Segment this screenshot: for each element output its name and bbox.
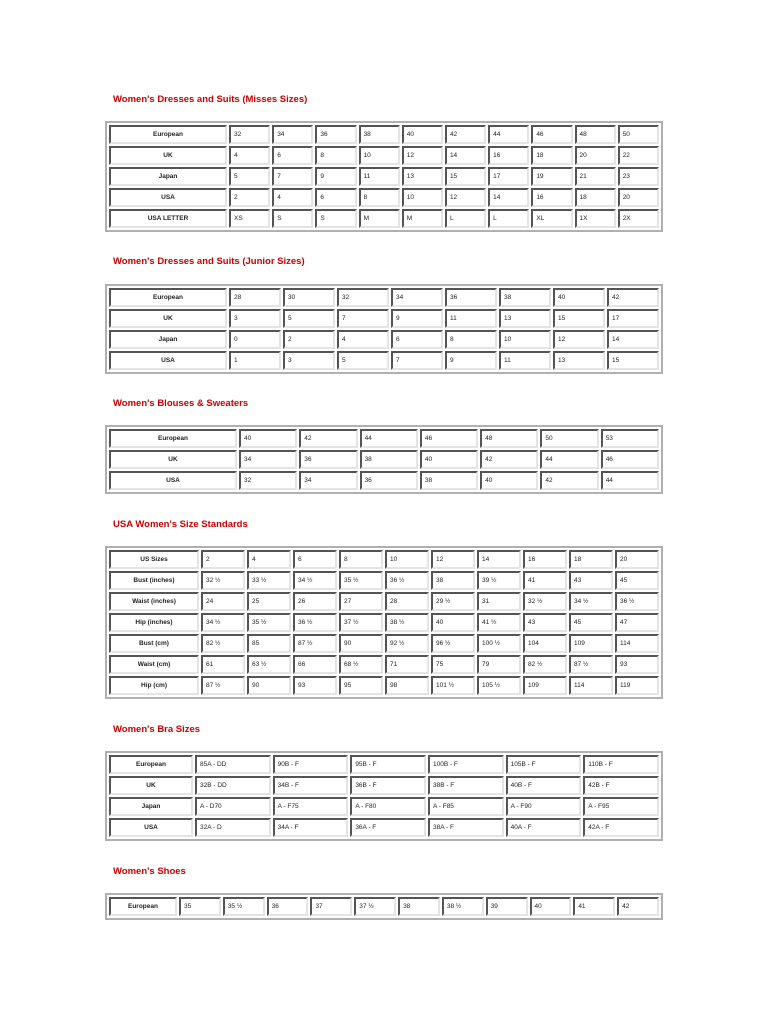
table-cell: 2 — [229, 188, 270, 207]
table-cell: 40 — [402, 125, 443, 144]
table-cell: 38B - F — [428, 776, 504, 795]
row-header-cell: UK — [109, 776, 193, 795]
table-row — [109, 776, 659, 795]
table-cell: 36 ½ — [615, 592, 659, 611]
table-cell: 34 ½ — [201, 613, 245, 632]
table-cell: 2 — [283, 330, 335, 349]
table-cell: 96 ½ — [431, 634, 475, 653]
table-cell: 12 — [431, 550, 475, 569]
section-title-standards: USA Women's Size Standards — [113, 519, 248, 530]
table-row — [109, 288, 659, 307]
table-row — [109, 351, 659, 370]
table-cell: 14 — [445, 146, 486, 165]
table-cell: 11 — [499, 351, 551, 370]
table-cell: 50 — [540, 429, 598, 448]
table-row — [109, 146, 659, 165]
section-title-blouses: Women's Blouses & Sweaters — [113, 398, 249, 409]
table-cell: 18 — [575, 188, 616, 207]
table-cell: 13 — [402, 167, 443, 186]
table-cell: 15 — [553, 309, 605, 328]
table-cell: 19 — [531, 167, 572, 186]
size-table-shoes — [105, 893, 663, 920]
table-cell: 5 — [229, 167, 270, 186]
row-header-cell: European — [109, 125, 227, 144]
table-cell: 14 — [607, 330, 659, 349]
table-cell: 36A - F — [350, 818, 426, 837]
table-cell: 44 — [601, 471, 659, 490]
table-cell: 8 — [315, 146, 356, 165]
table-cell: 38 — [431, 571, 475, 590]
table-cell: 40 — [431, 613, 475, 632]
table-cell: 4 — [337, 330, 389, 349]
size-table-misses — [105, 121, 663, 232]
table-cell: 1X — [575, 209, 616, 228]
table-cell: 12 — [445, 188, 486, 207]
table-cell: 32 — [239, 471, 297, 490]
row-header-cell: Japan — [109, 330, 227, 349]
row-header-cell: European — [109, 429, 237, 448]
table-cell: 41 ½ — [477, 613, 521, 632]
table-cell: 114 — [569, 676, 613, 695]
table-cell: 40 — [239, 429, 297, 448]
table-cell: 15 — [445, 167, 486, 186]
table-cell: 0 — [229, 330, 281, 349]
table-cell: 109 — [523, 676, 567, 695]
table-cell: 6 — [272, 146, 313, 165]
table-cell: 4 — [272, 188, 313, 207]
table-cell: 104 — [523, 634, 567, 653]
table-cell: 101 ½ — [431, 676, 475, 695]
table-cell: 42 — [540, 471, 598, 490]
table-cell: 5 — [337, 351, 389, 370]
table-cell: 28 — [229, 288, 281, 307]
table-cell: 38A - F — [428, 818, 504, 837]
row-header-cell: USA LETTER — [109, 209, 227, 228]
table-cell: 34 ½ — [293, 571, 337, 590]
table-cell: 47 — [615, 613, 659, 632]
table-cell: 38 ½ — [385, 613, 429, 632]
table-cell: 37 ½ — [339, 613, 383, 632]
table-cell: 42 — [607, 288, 659, 307]
table-cell: 38 — [398, 897, 440, 916]
table-cell: 90 — [339, 634, 383, 653]
table-cell: 38 — [499, 288, 551, 307]
size-table-blouses — [105, 425, 663, 494]
table-cell: 40B - F — [506, 776, 582, 795]
table-cell: 28 — [385, 592, 429, 611]
table-cell: M — [402, 209, 443, 228]
table-cell: 61 — [201, 655, 245, 674]
table-row — [109, 634, 659, 653]
table-cell: XS — [229, 209, 270, 228]
row-header-cell: USA — [109, 471, 237, 490]
table-cell: 90B - F — [273, 755, 349, 774]
table-cell: 42 — [445, 125, 486, 144]
table-cell: 12 — [402, 146, 443, 165]
table-cell: S — [272, 209, 313, 228]
table-cell: 39 ½ — [477, 571, 521, 590]
table-cell: 34 — [272, 125, 313, 144]
table-cell: 6 — [293, 550, 337, 569]
table-cell: 32 — [229, 125, 270, 144]
table-cell: 85A - DD — [195, 755, 271, 774]
row-header-cell: Waist (cm) — [109, 655, 199, 674]
table-cell: 43 — [523, 613, 567, 632]
table-cell: A - F95 — [583, 797, 659, 816]
table-cell: 17 — [488, 167, 529, 186]
table-row — [109, 571, 659, 590]
table-cell: 33 ½ — [247, 571, 291, 590]
table-cell: L — [488, 209, 529, 228]
table-row — [109, 167, 659, 186]
table-cell: 3 — [229, 309, 281, 328]
table-cell: 43 — [569, 571, 613, 590]
table-cell: 1 — [229, 351, 281, 370]
table-cell: 34B - F — [273, 776, 349, 795]
table-cell: 11 — [359, 167, 400, 186]
table-cell: 25 — [247, 592, 291, 611]
table-cell: 98 — [385, 676, 429, 695]
table-cell: 11 — [445, 309, 497, 328]
table-cell: 35 ½ — [223, 897, 265, 916]
table-cell: 36 ½ — [385, 571, 429, 590]
table-cell: 38 — [360, 450, 418, 469]
section-title-junior: Women's Dresses and Suits (Junior Sizes) — [113, 256, 305, 267]
table-cell: 32 ½ — [523, 592, 567, 611]
table-cell: 87 ½ — [569, 655, 613, 674]
table-cell: 26 — [293, 592, 337, 611]
table-cell: 42 — [299, 429, 357, 448]
table-cell: 75 — [431, 655, 475, 674]
table-cell: 36 — [315, 125, 356, 144]
table-cell: 7 — [272, 167, 313, 186]
table-cell: 38 — [420, 471, 478, 490]
table-row — [109, 209, 659, 228]
row-header-cell: European — [109, 288, 227, 307]
row-header-cell: USA — [109, 818, 193, 837]
table-cell: 29 ½ — [431, 592, 475, 611]
table-cell: 20 — [575, 146, 616, 165]
table-cell: 82 ½ — [523, 655, 567, 674]
table-cell: 36 — [445, 288, 497, 307]
table-cell: 27 — [339, 592, 383, 611]
size-table-standards — [105, 546, 663, 699]
section-title-misses: Women's Dresses and Suits (Misses Sizes) — [113, 94, 308, 105]
table-cell: A - F80 — [350, 797, 426, 816]
table-cell: 36 — [299, 450, 357, 469]
table-cell: 68 ½ — [339, 655, 383, 674]
table-row — [109, 897, 659, 916]
table-cell: S — [315, 209, 356, 228]
table-cell: 34A - F — [273, 818, 349, 837]
table-cell: 34 — [391, 288, 443, 307]
table-cell: 5 — [283, 309, 335, 328]
table-cell: 40 — [553, 288, 605, 307]
table-cell: 105B - F — [506, 755, 582, 774]
table-cell: 21 — [575, 167, 616, 186]
size-table-junior — [105, 284, 663, 374]
table-cell: 48 — [575, 125, 616, 144]
table-cell: 46 — [420, 429, 478, 448]
table-cell: 10 — [499, 330, 551, 349]
table-cell: 16 — [531, 188, 572, 207]
table-cell: 109 — [569, 634, 613, 653]
table-cell: 36 — [360, 471, 418, 490]
table-cell: 38 — [359, 125, 400, 144]
table-cell: 16 — [488, 146, 529, 165]
table-cell: 34 — [239, 450, 297, 469]
section-title-shoes: Women's Shoes — [113, 866, 186, 877]
table-row — [109, 755, 659, 774]
row-header-cell: Bust (inches) — [109, 571, 199, 590]
table-cell: 16 — [523, 550, 567, 569]
table-cell: 50 — [618, 125, 659, 144]
table-cell: 22 — [618, 146, 659, 165]
table-cell: 40 — [420, 450, 478, 469]
table-cell: 31 — [477, 592, 521, 611]
table-cell: 7 — [337, 309, 389, 328]
table-cell: 90 — [247, 676, 291, 695]
table-cell: 46 — [531, 125, 572, 144]
row-header-cell: USA — [109, 188, 227, 207]
row-header-cell: USA — [109, 351, 227, 370]
table-cell: 2 — [201, 550, 245, 569]
table-cell: 18 — [569, 550, 613, 569]
table-cell: 9 — [445, 351, 497, 370]
table-row — [109, 592, 659, 611]
table-cell: 41 — [573, 897, 615, 916]
table-cell: 37 ½ — [354, 897, 396, 916]
table-cell: 17 — [607, 309, 659, 328]
table-cell: 32B - DD — [195, 776, 271, 795]
table-row — [109, 613, 659, 632]
table-cell: 38 ½ — [442, 897, 484, 916]
table-cell: 30 — [283, 288, 335, 307]
table-cell: 4 — [229, 146, 270, 165]
table-cell: 71 — [385, 655, 429, 674]
section-title-bra: Women's Bra Sizes — [113, 724, 201, 735]
table-cell: 34 — [299, 471, 357, 490]
table-row — [109, 797, 659, 816]
table-cell: 35 ½ — [247, 613, 291, 632]
table-cell: 14 — [488, 188, 529, 207]
table-cell: 7 — [391, 351, 443, 370]
table-cell: 48 — [480, 429, 538, 448]
row-header-cell: European — [109, 897, 177, 916]
table-cell: 9 — [315, 167, 356, 186]
table-row — [109, 450, 659, 469]
table-cell: 35 — [179, 897, 221, 916]
table-cell: 24 — [201, 592, 245, 611]
table-cell: 100 ½ — [477, 634, 521, 653]
table-cell: 110B - F — [583, 755, 659, 774]
table-cell: L — [445, 209, 486, 228]
table-cell: 79 — [477, 655, 521, 674]
table-cell: 82 ½ — [201, 634, 245, 653]
table-row — [109, 471, 659, 490]
table-cell: 45 — [615, 571, 659, 590]
table-cell: 23 — [618, 167, 659, 186]
row-header-cell: UK — [109, 309, 227, 328]
table-row — [109, 309, 659, 328]
table-cell: 8 — [359, 188, 400, 207]
row-header-cell: UK — [109, 450, 237, 469]
table-cell: 93 — [293, 676, 337, 695]
table-cell: 40 — [530, 897, 572, 916]
table-row — [109, 550, 659, 569]
table-cell: 13 — [553, 351, 605, 370]
table-cell: 37 — [310, 897, 352, 916]
table-cell: 92 ½ — [385, 634, 429, 653]
table-cell: 36 ½ — [293, 613, 337, 632]
table-cell: 42B - F — [583, 776, 659, 795]
size-table-bra — [105, 751, 663, 841]
row-header-cell: UK — [109, 146, 227, 165]
row-header-cell: Waist (inches) — [109, 592, 199, 611]
row-header-cell: Bust (cm) — [109, 634, 199, 653]
table-cell: 6 — [315, 188, 356, 207]
table-cell: 44 — [360, 429, 418, 448]
row-header-cell: Japan — [109, 167, 227, 186]
table-cell: 9 — [391, 309, 443, 328]
table-cell: 93 — [615, 655, 659, 674]
table-cell: 87 ½ — [201, 676, 245, 695]
table-cell: 87 ½ — [293, 634, 337, 653]
table-cell: 46 — [601, 450, 659, 469]
table-cell: 8 — [339, 550, 383, 569]
table-cell: 36 — [267, 897, 309, 916]
table-row — [109, 330, 659, 349]
row-header-cell: Hip (inches) — [109, 613, 199, 632]
table-cell: 32 — [337, 288, 389, 307]
table-cell: 100B - F — [428, 755, 504, 774]
table-cell: 4 — [247, 550, 291, 569]
table-row — [109, 676, 659, 695]
table-cell: 10 — [402, 188, 443, 207]
table-cell: 39 — [486, 897, 528, 916]
table-cell: 20 — [615, 550, 659, 569]
table-row — [109, 655, 659, 674]
table-cell: 63 ½ — [247, 655, 291, 674]
table-cell: 45 — [569, 613, 613, 632]
table-cell: A - F85 — [428, 797, 504, 816]
table-cell: 42 — [480, 450, 538, 469]
table-cell: M — [359, 209, 400, 228]
row-header-cell: US Sizes — [109, 550, 199, 569]
row-header-cell: Japan — [109, 797, 193, 816]
table-cell: 10 — [359, 146, 400, 165]
table-cell: 6 — [391, 330, 443, 349]
table-cell: 3 — [283, 351, 335, 370]
table-cell: 85 — [247, 634, 291, 653]
table-row — [109, 188, 659, 207]
table-cell: 13 — [499, 309, 551, 328]
table-cell: 15 — [607, 351, 659, 370]
table-cell: 20 — [618, 188, 659, 207]
table-row — [109, 125, 659, 144]
table-row — [109, 429, 659, 448]
table-cell: 42 — [617, 897, 659, 916]
table-row — [109, 818, 659, 837]
table-cell: 44 — [488, 125, 529, 144]
table-cell: 105 ½ — [477, 676, 521, 695]
table-cell: XL — [531, 209, 572, 228]
table-cell: 10 — [385, 550, 429, 569]
table-cell: 12 — [553, 330, 605, 349]
table-cell: 42A - F — [583, 818, 659, 837]
table-cell: 34 ½ — [569, 592, 613, 611]
row-header-cell: European — [109, 755, 193, 774]
table-cell: 44 — [540, 450, 598, 469]
table-cell: 40A - F — [506, 818, 582, 837]
table-cell: 114 — [615, 634, 659, 653]
table-cell: 18 — [531, 146, 572, 165]
table-cell: 2X — [618, 209, 659, 228]
table-cell: 35 ½ — [339, 571, 383, 590]
table-cell: 66 — [293, 655, 337, 674]
table-cell: 36B - F — [350, 776, 426, 795]
table-cell: 53 — [601, 429, 659, 448]
table-cell: A - F90 — [506, 797, 582, 816]
table-cell: 14 — [477, 550, 521, 569]
table-cell: 32A - D — [195, 818, 271, 837]
table-cell: 40 — [480, 471, 538, 490]
table-cell: A - F75 — [273, 797, 349, 816]
table-cell: A - D70 — [195, 797, 271, 816]
table-cell: 32 ½ — [201, 571, 245, 590]
table-cell: 8 — [445, 330, 497, 349]
table-cell: 95B - F — [350, 755, 426, 774]
table-cell: 95 — [339, 676, 383, 695]
row-header-cell: Hip (cm) — [109, 676, 199, 695]
table-cell: 119 — [615, 676, 659, 695]
table-cell: 41 — [523, 571, 567, 590]
